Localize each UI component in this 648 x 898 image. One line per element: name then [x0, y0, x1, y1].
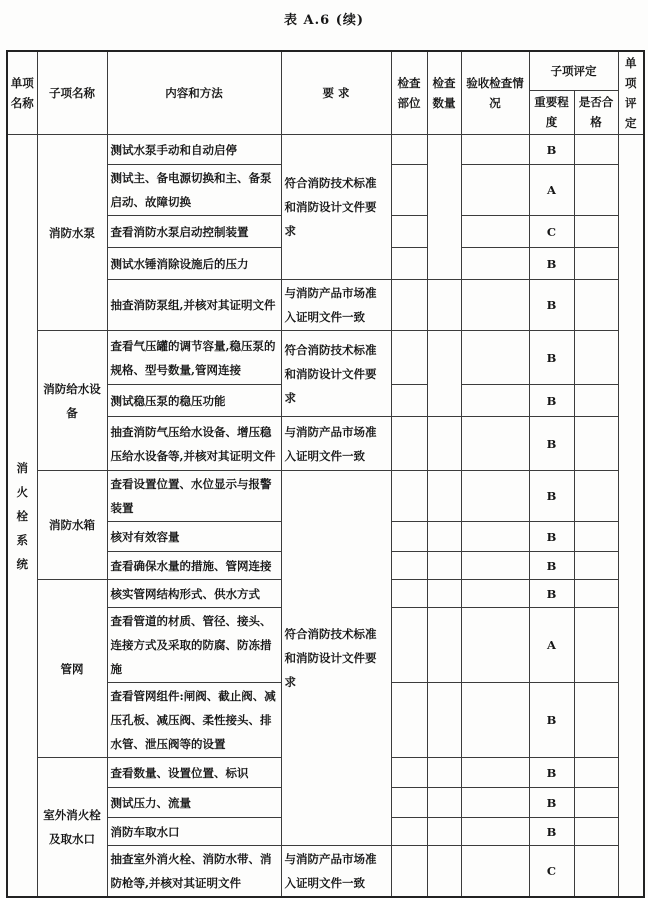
content-cell: 查看管网组件:闸阀、截止阀、减压孔板、减压阀、柔性接头、排水管、泄压阀等的设置 — [107, 683, 281, 758]
qualified-cell — [574, 522, 618, 552]
importance-cell: B — [529, 385, 574, 417]
qualified-cell — [574, 758, 618, 788]
header-importance: 重要程度 — [529, 90, 574, 134]
check-location-cell — [391, 135, 427, 165]
importance-cell: B — [529, 135, 574, 165]
check-quantity-cell — [427, 788, 461, 818]
acceptance-cell — [461, 280, 529, 331]
acceptance-cell — [461, 683, 529, 758]
check-location-cell — [391, 818, 427, 846]
header-subitem-eval: 子项评定 — [529, 51, 618, 90]
check-quantity-cell — [427, 758, 461, 788]
qualified-cell — [574, 580, 618, 608]
check-location-cell — [391, 522, 427, 552]
content-cell: 测试稳压泵的稳压功能 — [107, 385, 281, 417]
check-quantity-cell — [427, 580, 461, 608]
requirement-cell: 符合消防技术标准和消防设计文件要求 — [281, 471, 391, 846]
content-cell: 核对有效容量 — [107, 522, 281, 552]
content-cell: 消防车取水口 — [107, 818, 281, 846]
content-cell: 查看消防水泵启动控制装置 — [107, 216, 281, 248]
importance-cell: C — [529, 846, 574, 898]
check-location-cell — [391, 165, 427, 216]
check-quantity-cell — [427, 552, 461, 580]
check-quantity-cell — [427, 846, 461, 898]
check-location-cell — [391, 471, 427, 522]
qualified-cell — [574, 331, 618, 385]
check-location-cell — [391, 846, 427, 898]
content-cell: 测试压力、流量 — [107, 788, 281, 818]
importance-cell: B — [529, 248, 574, 280]
qualified-cell — [574, 608, 618, 683]
check-location-cell — [391, 417, 427, 471]
header-qualified: 是否合格 — [574, 90, 618, 134]
page-title: 表 A.6 (续) — [283, 13, 364, 28]
header-content-method: 内容和方法 — [107, 51, 281, 135]
importance-cell: B — [529, 580, 574, 608]
check-quantity-cell — [427, 522, 461, 552]
importance-cell: B — [529, 331, 574, 385]
inspection-table — [6, 50, 645, 898]
acceptance-cell — [461, 471, 529, 522]
header-requirement: 要 求 — [281, 51, 391, 135]
table-row — [7, 135, 644, 165]
acceptance-cell — [461, 846, 529, 898]
qualified-cell — [574, 165, 618, 216]
content-cell: 测试水泵手动和自动启停 — [107, 135, 281, 165]
content-cell: 查看设置位置、水位显示与报警装置 — [107, 471, 281, 522]
header-acceptance: 验收检查情况 — [461, 51, 529, 135]
header-item-eval: 单项 评定 — [618, 51, 644, 135]
importance-cell: B — [529, 552, 574, 580]
qualified-cell — [574, 788, 618, 818]
header-check-location: 检查 部位 — [391, 51, 427, 135]
qualified-cell — [574, 135, 618, 165]
qualified-cell — [574, 471, 618, 522]
check-location-cell — [391, 385, 427, 417]
acceptance-cell — [461, 522, 529, 552]
acceptance-cell — [461, 165, 529, 216]
importance-cell: B — [529, 788, 574, 818]
check-quantity-cell — [427, 280, 461, 331]
content-cell: 查看数量、设置位置、标识 — [107, 758, 281, 788]
check-quantity-cell — [427, 683, 461, 758]
acceptance-cell — [461, 758, 529, 788]
content-cell: 抽查消防泵组,并核对其证明文件 — [107, 280, 281, 331]
requirement-cell: 与消防产品市场准入证明文件一致 — [281, 846, 391, 898]
requirement-cell: 符合消防技术标准和消防设计文件要求 — [281, 331, 391, 417]
acceptance-cell — [461, 248, 529, 280]
content-cell: 测试主、备电源切换和主、备泵启动、故障切换 — [107, 165, 281, 216]
content-cell: 测试水锤消除设施后的压力 — [107, 248, 281, 280]
check-quantity-cell — [427, 135, 461, 280]
check-location-cell — [391, 683, 427, 758]
requirement-cell: 与消防产品市场准入证明文件一致 — [281, 280, 391, 331]
check-quantity-cell — [427, 471, 461, 522]
subitem-cell: 管网 — [37, 580, 107, 758]
subitem-cell: 消防水泵 — [37, 135, 107, 331]
check-location-cell — [391, 331, 427, 385]
item-name-cell: 消火栓系统 — [7, 135, 37, 898]
table-row — [7, 471, 644, 522]
acceptance-cell — [461, 580, 529, 608]
subitem-cell: 消防给水设备 — [37, 331, 107, 471]
acceptance-cell — [461, 608, 529, 683]
importance-cell: A — [529, 608, 574, 683]
content-cell: 抽查消防气压给水设备、增压稳压给水设备等,并核对其证明文件 — [107, 417, 281, 471]
qualified-cell — [574, 385, 618, 417]
acceptance-cell — [461, 385, 529, 417]
importance-cell: B — [529, 522, 574, 552]
check-location-cell — [391, 216, 427, 248]
subitem-cell: 室外消火栓 及取水口 — [37, 758, 107, 898]
qualified-cell — [574, 846, 618, 898]
requirement-cell: 符合消防技术标准和消防设计文件要求 — [281, 135, 391, 280]
check-quantity-cell — [427, 608, 461, 683]
check-location-cell — [391, 758, 427, 788]
importance-cell: C — [529, 216, 574, 248]
content-cell: 抽查室外消火栓、消防水带、消防枪等,并核对其证明文件 — [107, 846, 281, 898]
importance-cell: B — [529, 417, 574, 471]
qualified-cell — [574, 683, 618, 758]
acceptance-cell — [461, 331, 529, 385]
acceptance-cell — [461, 216, 529, 248]
importance-cell: B — [529, 471, 574, 522]
qualified-cell — [574, 552, 618, 580]
qualified-cell — [574, 280, 618, 331]
check-location-cell — [391, 608, 427, 683]
check-location-cell — [391, 280, 427, 331]
content-cell: 查看确保水量的措施、管网连接 — [107, 552, 281, 580]
importance-cell: B — [529, 758, 574, 788]
acceptance-cell — [461, 788, 529, 818]
check-quantity-cell — [427, 818, 461, 846]
acceptance-cell — [461, 552, 529, 580]
qualified-cell — [574, 417, 618, 471]
table-row — [7, 331, 644, 385]
qualified-cell — [574, 216, 618, 248]
qualified-cell — [574, 818, 618, 846]
content-cell: 核实管网结构形式、供水方式 — [107, 580, 281, 608]
item-eval-cell — [618, 135, 644, 898]
check-location-cell — [391, 788, 427, 818]
requirement-cell: 与消防产品市场准入证明文件一致 — [281, 417, 391, 471]
acceptance-cell — [461, 818, 529, 846]
check-quantity-cell — [427, 417, 461, 471]
check-location-cell — [391, 580, 427, 608]
importance-cell: B — [529, 818, 574, 846]
check-quantity-cell — [427, 331, 461, 417]
acceptance-cell — [461, 417, 529, 471]
acceptance-cell — [461, 135, 529, 165]
header-check-quantity: 检查 数量 — [427, 51, 461, 135]
header-item-name: 单项 名称 — [7, 51, 37, 135]
content-cell: 查看管道的材质、管径、接头、连接方式及采取的防腐、防冻措施 — [107, 608, 281, 683]
qualified-cell — [574, 248, 618, 280]
subitem-cell: 消防水箱 — [37, 471, 107, 580]
content-cell: 查看气压罐的调节容量,稳压泵的规格、型号数量,管网连接 — [107, 331, 281, 385]
header-subitem-name: 子项名称 — [37, 51, 107, 135]
importance-cell: B — [529, 280, 574, 331]
check-location-cell — [391, 552, 427, 580]
importance-cell: B — [529, 683, 574, 758]
importance-cell: A — [529, 165, 574, 216]
check-location-cell — [391, 248, 427, 280]
